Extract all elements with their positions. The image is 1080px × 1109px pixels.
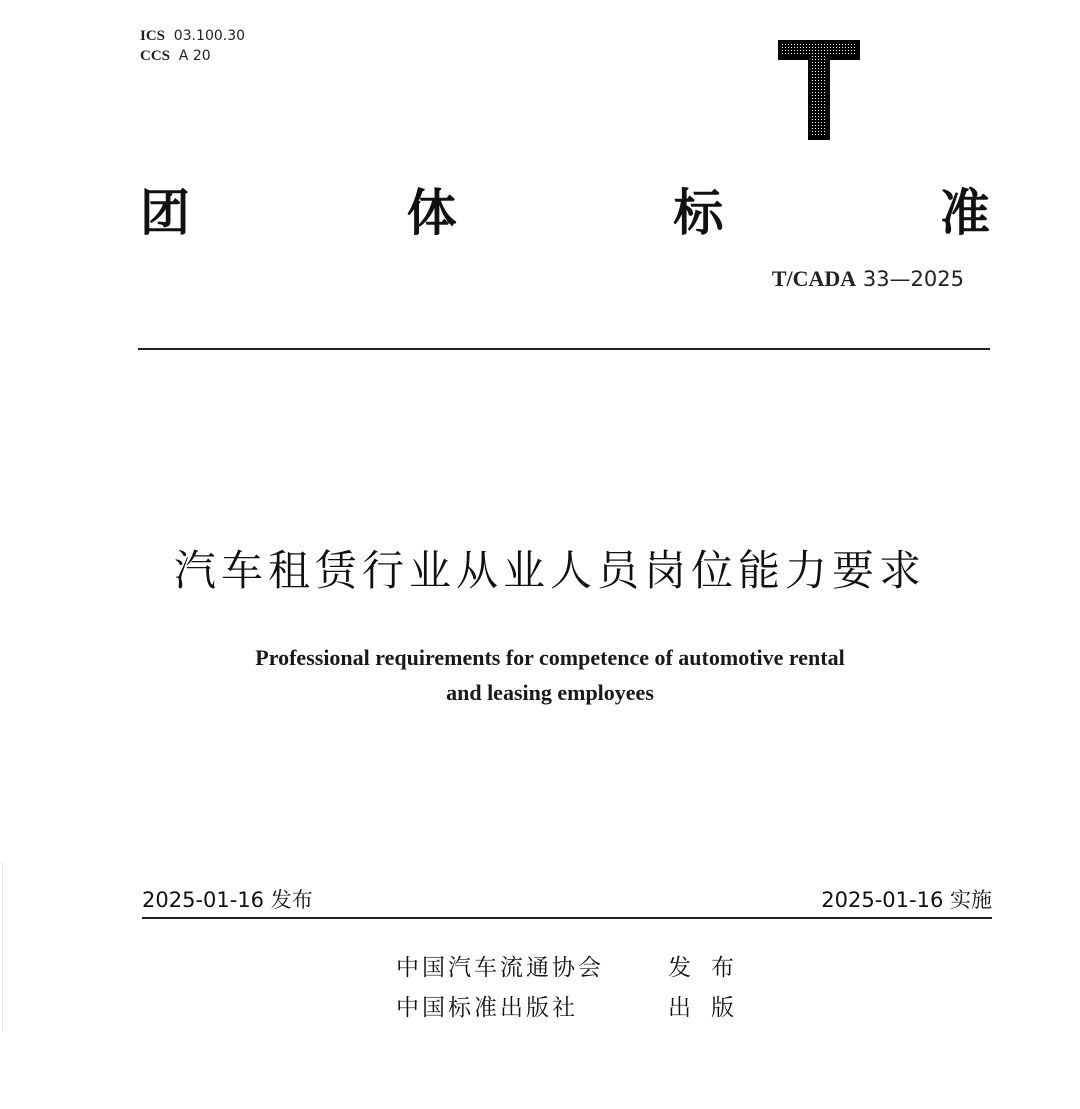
ccs-code (140, 46, 245, 66)
publisher-role: 发布 (668, 955, 754, 981)
publisher-block (396, 948, 754, 1028)
implement-date: 2025-01-16 实施 (821, 888, 992, 912)
publisher-row (396, 948, 754, 988)
standard-number-suffix: 33—2025 (856, 267, 964, 291)
publisher-role: 出版 (668, 995, 754, 1021)
standard-t-logo-icon (778, 40, 860, 140)
standard-number (772, 266, 964, 293)
document-title-en (140, 640, 960, 710)
standard-number-prefix: T/CADA (771, 266, 857, 291)
ics-code (140, 26, 245, 46)
ics-label: ICS (140, 28, 166, 44)
ccs-label: CCS (140, 48, 171, 64)
page-edge-divider (2, 862, 3, 1032)
date-row (142, 886, 992, 914)
title-char-4: 准 (939, 184, 990, 242)
publisher-org: 中国标准出版社 (396, 995, 578, 1021)
footer-divider (142, 917, 992, 919)
publisher-org: 中国汽车流通协会 (396, 955, 604, 981)
ics-value: 03.100.30 (173, 28, 246, 44)
title-char-3: 标 (673, 184, 724, 242)
publisher-row (396, 988, 754, 1028)
document-title-cn: 汽车租赁行业从业人员岗位能力要求 (173, 546, 926, 595)
title-char-2: 体 (406, 184, 457, 242)
ccs-value: A 20 (178, 48, 211, 64)
header-divider (138, 348, 990, 350)
standard-category-title (140, 180, 990, 246)
publish-date: 2025-01-16 发布 (142, 888, 313, 912)
document-title-en-line-2: and leasing employees (446, 680, 654, 705)
document-title-en-line-1: Professional requirements for competence of automotive rental (255, 645, 845, 670)
classification-codes (140, 26, 245, 66)
title-char-1: 团 (140, 184, 190, 242)
